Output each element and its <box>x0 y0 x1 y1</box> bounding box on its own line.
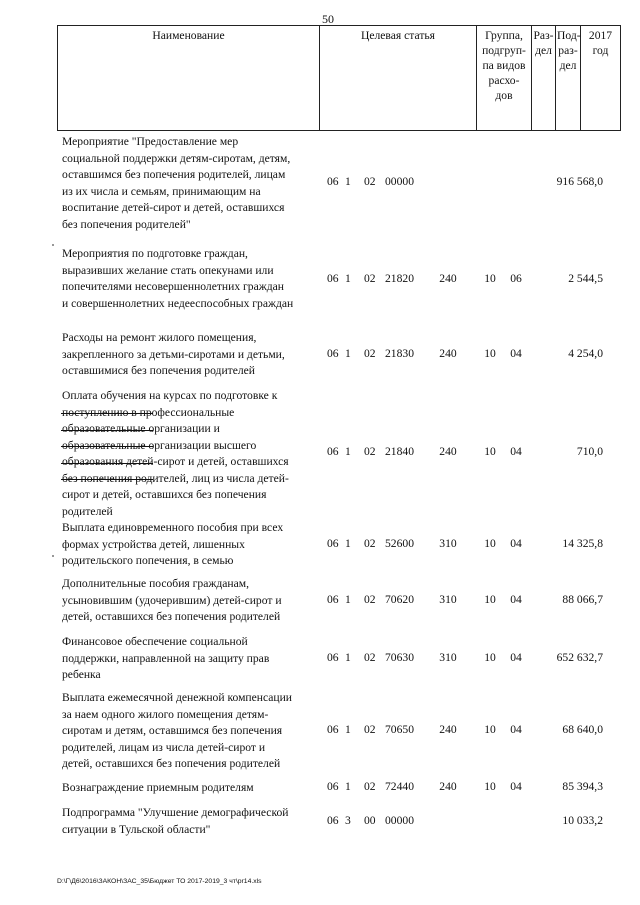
cell-amount: 710,0 <box>576 445 603 458</box>
cell-direction: 21840 <box>385 445 414 458</box>
cell-section: 10 <box>484 723 496 736</box>
cell-subsection: 04 <box>510 780 522 793</box>
cell-amount: 88 066,7 <box>562 593 603 606</box>
cell-section: 10 <box>484 347 496 360</box>
cell-main-activity: 02 <box>364 780 376 793</box>
cell-program: 06 <box>327 272 339 285</box>
cell-subprogram: 1 <box>345 175 351 188</box>
cell-subsection: 06 <box>510 272 522 285</box>
scan-speck <box>52 244 54 246</box>
row-name: Выплата ежемесячной денежной компенсации за наем одного жилого помещения детям- сиротам и детям, оставшимся без попечения родителей, лицам из числа детей-сирот и детей, оставшихся без попечения родителей <box>62 691 293 770</box>
cell-direction: 00000 <box>385 814 414 827</box>
cell-direction: 70650 <box>385 723 414 736</box>
cell-group: 240 <box>439 780 457 793</box>
header-subsection: Под- раз- дел <box>556 26 581 131</box>
cell-main-activity: 02 <box>364 272 376 285</box>
cell-subsection: 04 <box>510 347 522 360</box>
row-name: Мероприятие "Предоставление мер социальной поддержки детям-сиротам, детям, оставшимся без попечения родителей, лицам из их числа и семьям, принимающим на воспитание детей-сирот и детей, оставшихся без попечения родителей" <box>62 135 291 231</box>
cell-main-activity: 02 <box>364 175 376 188</box>
cell-program: 06 <box>327 175 339 188</box>
cell-subprogram: 1 <box>345 537 351 550</box>
cell-program: 06 <box>327 537 339 550</box>
cell-direction: 70620 <box>385 593 414 606</box>
cell-subsection: 04 <box>510 445 522 458</box>
file-path-footer: D:\Г\Д6\2016\ЗАКОН\ЗАС_35\Бюджет ТО 2017-2019_3 чт\pr14.xls <box>57 878 262 885</box>
header-section: Раз- дел <box>532 26 556 131</box>
cell-amount: 85 394,3 <box>562 780 603 793</box>
cell-group: 310 <box>439 593 457 606</box>
cell-section: 10 <box>484 537 496 550</box>
row-name: Оплата обучения на курсах по подготовке к поступлению в профессиональные образовательные организации и образовательные организации высшего образования детей-сирот и детей, оставшихся без попечения родителей, лиц из числа детей- сирот и детей, оставшихся без попечения родителей <box>62 389 289 518</box>
cell-section: 10 <box>484 780 496 793</box>
cell-direction: 21820 <box>385 272 414 285</box>
cell-subprogram: 1 <box>345 651 351 664</box>
cell-amount: 68 640,0 <box>562 723 603 736</box>
cell-program: 06 <box>327 814 339 827</box>
cell-section: 10 <box>484 593 496 606</box>
row-name: Дополнительные пособия гражданам, усыновившим (удочерившим) детей-сирот и детей, оставшихся без попечения родителей <box>62 577 282 623</box>
cell-amount: 916 568,0 <box>556 175 603 188</box>
cell-section: 10 <box>484 272 496 285</box>
cell-subprogram: 1 <box>345 347 351 360</box>
cell-section: 10 <box>484 445 496 458</box>
cell-amount: 2 544,5 <box>568 272 603 285</box>
cell-subprogram: 1 <box>345 780 351 793</box>
row-name: Расходы на ремонт жилого помещения, закрепленного за детьми-сиротами и детьми, оставшимися без попечения родителей <box>62 331 285 377</box>
cell-main-activity: 02 <box>364 723 376 736</box>
cell-main-activity: 02 <box>364 347 376 360</box>
cell-direction: 70630 <box>385 651 414 664</box>
cell-direction: 00000 <box>385 175 414 188</box>
cell-program: 06 <box>327 347 339 360</box>
header-name: Наименование <box>58 26 320 131</box>
cell-group: 310 <box>439 537 457 550</box>
cell-subprogram: 1 <box>345 593 351 606</box>
page-number: 50 <box>322 12 334 26</box>
row-name: Мероприятия по подготовке граждан, выразивших желание стать опекунами или попечителями несовершеннолетних граждан и совершеннолетних недееспособных граждан <box>62 247 294 310</box>
cell-program: 06 <box>327 651 339 664</box>
row-name: Финансовое обеспечение социальной поддержки, направленной на защиту прав ребенка <box>62 635 270 681</box>
cell-main-activity: 00 <box>364 814 376 827</box>
cell-section: 10 <box>484 651 496 664</box>
cell-subprogram: 3 <box>345 814 351 827</box>
cell-subsection: 04 <box>510 537 522 550</box>
cell-group: 310 <box>439 651 457 664</box>
scan-speck <box>52 555 54 557</box>
cell-direction: 21830 <box>385 347 414 360</box>
cell-group: 240 <box>439 445 457 458</box>
cell-subprogram: 1 <box>345 723 351 736</box>
cell-program: 06 <box>327 593 339 606</box>
cell-amount: 652 632,7 <box>556 651 603 664</box>
cell-direction: 52600 <box>385 537 414 550</box>
cell-program: 06 <box>327 445 339 458</box>
cell-subsection: 04 <box>510 593 522 606</box>
strikethrough-mark <box>61 413 153 414</box>
cell-amount: 4 254,0 <box>568 347 603 360</box>
cell-main-activity: 02 <box>364 445 376 458</box>
cell-main-activity: 02 <box>364 651 376 664</box>
row-name: Подпрограмма "Улучшение демографической ситуации в Тульской области" <box>62 806 289 836</box>
strikethrough-mark <box>61 479 153 480</box>
cell-subprogram: 1 <box>345 272 351 285</box>
header-year: 2017 год <box>581 26 621 131</box>
header-target-article: Целевая статья <box>320 26 477 131</box>
cell-amount: 14 325,8 <box>562 537 603 550</box>
row-name: Выплата единовременного пособия при всех формах устройства детей, лишенных родительского попечения, в семью <box>62 521 284 567</box>
cell-amount: 10 033,2 <box>562 814 603 827</box>
cell-subsection: 04 <box>510 651 522 664</box>
cell-direction: 72440 <box>385 780 414 793</box>
cell-subprogram: 1 <box>345 445 351 458</box>
cell-group: 240 <box>439 347 457 360</box>
cell-group: 240 <box>439 723 457 736</box>
strikethrough-mark <box>61 430 153 431</box>
header-group: Группа, подгруп- па видов расхо- дов <box>477 26 532 131</box>
cell-main-activity: 02 <box>364 537 376 550</box>
cell-main-activity: 02 <box>364 593 376 606</box>
strikethrough-mark <box>61 446 153 447</box>
strikethrough-mark <box>61 463 153 464</box>
cell-program: 06 <box>327 780 339 793</box>
cell-subsection: 04 <box>510 723 522 736</box>
row-name: Вознаграждение приемным родителям <box>62 781 254 794</box>
cell-group: 240 <box>439 272 457 285</box>
cell-program: 06 <box>327 723 339 736</box>
